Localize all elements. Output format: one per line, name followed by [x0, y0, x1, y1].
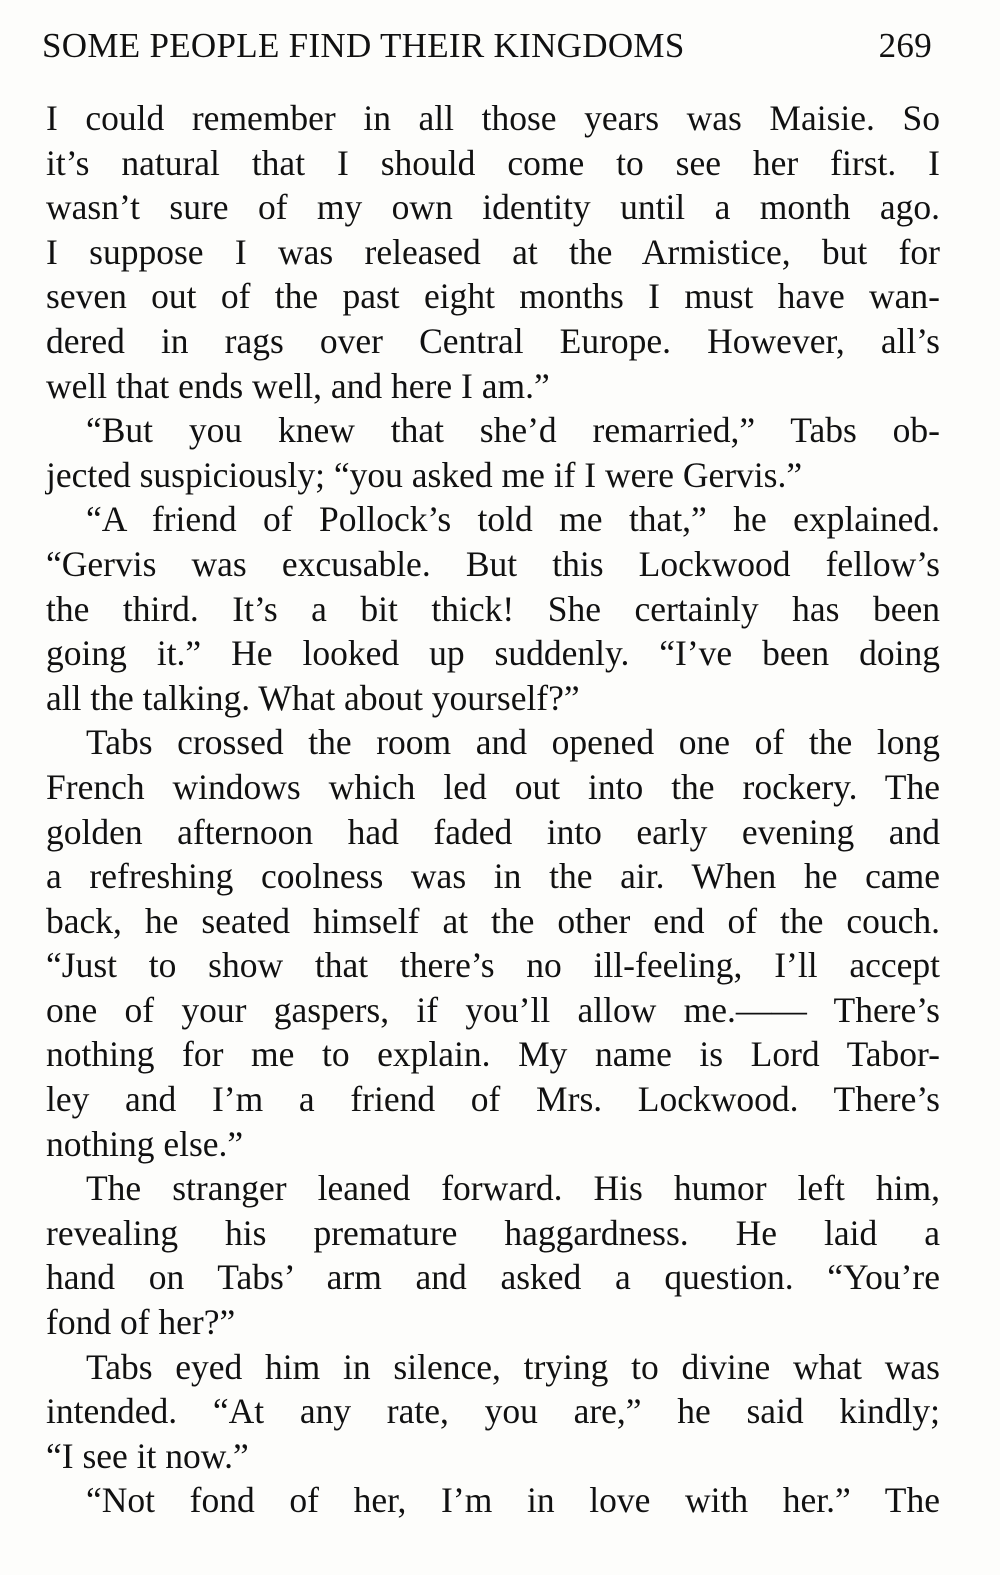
text-line: going it.” He looked up suddenly. “I’ve been doing — [46, 633, 940, 674]
text-line: “Not fond of her, I’m in love with her.” The — [86, 1480, 940, 1521]
text-line: Tabs eyed him in silence, trying to divine what was — [86, 1346, 940, 1387]
text-line: one of your gaspers, if you’ll allow me.—— There’s — [46, 989, 940, 1030]
text-line: jected suspiciously; “you asked me if I were Gervis.” — [46, 454, 803, 495]
text-line: “A friend of Pollock’s told me that,” he explained. — [86, 499, 940, 540]
text-line: hand on Tabs’ arm and asked a question. “You’re — [46, 1257, 940, 1298]
text-line: nothing for me to explain. My name is Lord Tabor- — [46, 1034, 940, 1075]
text-line: the third. It’s a bit thick! She certainly has been — [46, 588, 940, 629]
text-line: “Gervis was excusable. But this Lockwood fellow’s — [46, 543, 940, 584]
text-line: intended. “At any rate, you are,” he said kindly; — [46, 1391, 940, 1432]
text-line: well that ends well, and here I am.” — [46, 365, 550, 406]
text-line: fond of her?” — [46, 1302, 236, 1343]
text-line: back, he seated himself at the other end of the couch. — [46, 900, 940, 941]
text-line: a refreshing coolness was in the air. When he came — [46, 856, 940, 897]
body-text — [46, 96, 940, 1523]
text-line: dered in rags over Central Europe. However, all’s — [46, 320, 940, 361]
page-number: 269 — [878, 26, 932, 65]
text-line: I could remember in all those years was Maisie. So — [46, 98, 940, 138]
text-line: “Just to show that there’s no ill-feeling, I’ll accept — [46, 945, 940, 986]
text-line: all the talking. What about yourself?” — [46, 677, 580, 718]
text-line: wasn’t sure of my own identity until a month ago. — [46, 187, 940, 228]
text-line: The stranger leaned forward. His humor left him, — [86, 1168, 940, 1209]
text-line: revealing his premature haggardness. He laid a — [46, 1212, 940, 1253]
text-line: Tabs crossed the room and opened one of the long — [86, 722, 940, 763]
text-line: ley and I’m a friend of Mrs. Lockwood. There’s — [46, 1079, 940, 1120]
text-line: it’s natural that I should come to see her first. I — [46, 142, 940, 183]
text-line: golden afternoon had faded into early evening and — [46, 811, 940, 852]
running-head — [42, 24, 932, 68]
text-line: I suppose I was released at the Armistice, but for — [46, 231, 940, 272]
text-line: nothing else.” — [46, 1123, 244, 1164]
text-line: French windows which led out into the rockery. The — [46, 766, 940, 807]
text-line: seven out of the past eight months I must have wan- — [46, 276, 940, 317]
text-line: “I see it now.” — [46, 1435, 249, 1476]
running-head-title: SOME PEOPLE FIND THEIR KINGDOMS — [42, 26, 685, 65]
text-line: “But you knew that she’d remarried,” Tabs ob- — [86, 410, 940, 451]
